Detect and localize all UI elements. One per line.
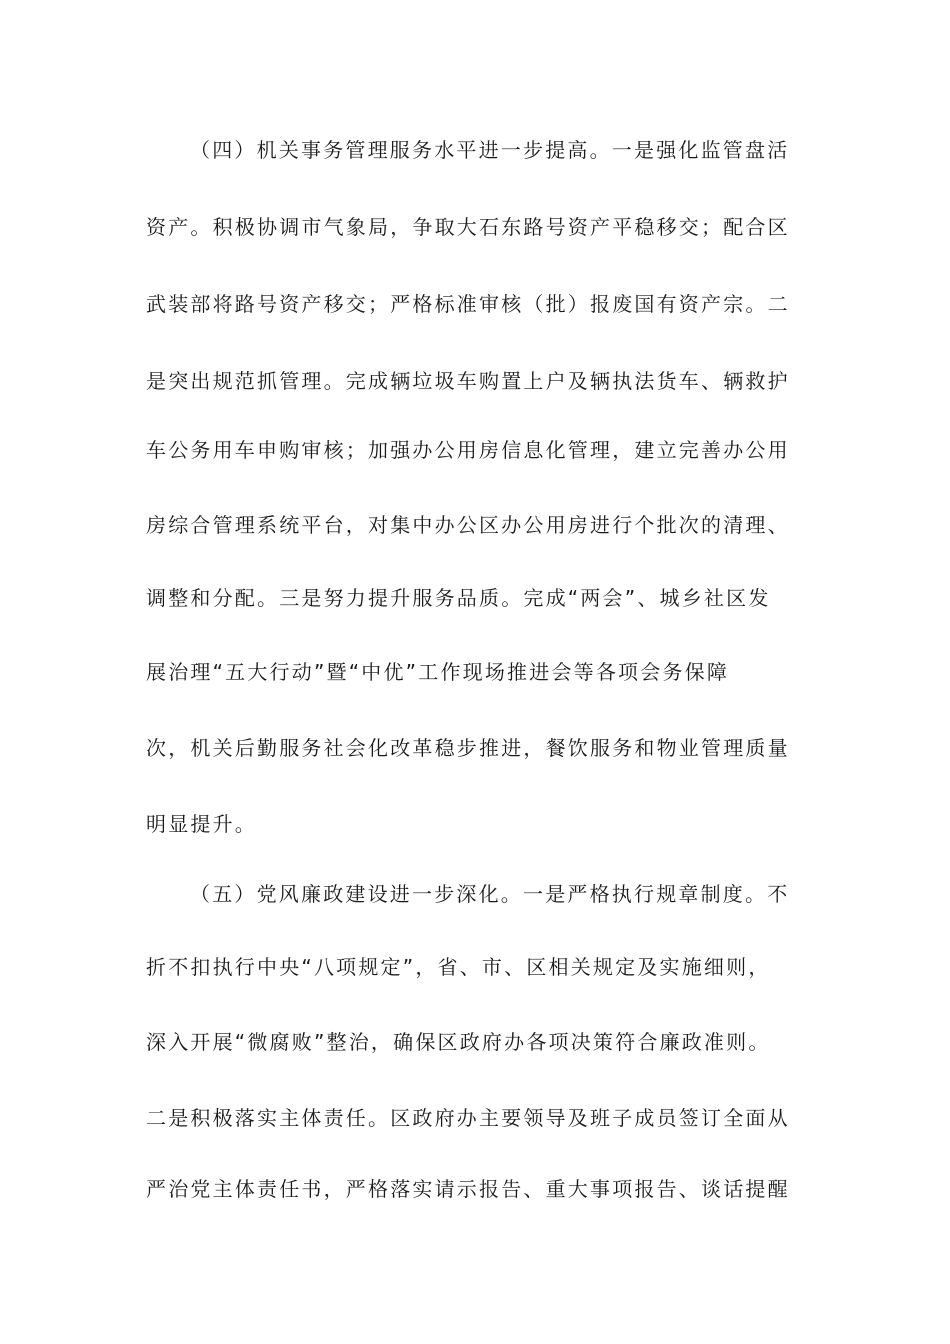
paragraph-5-line-4: 二是积极落实主体责任。区政府办主要领导及班子成员签订全面从: [146, 1106, 790, 1130]
paragraph-4-line-8: 展治理“五大行动”暨“中优”工作现场推进会等各项会务保障: [146, 660, 730, 684]
paragraph-4-line-9: 次，机关后勤服务社会化改革稳步推进，餐饮服务和物业管理质量: [146, 736, 790, 760]
paragraph-4-line-6: 房综合管理系统平台，对集中办公区办公用房进行个批次的清理、: [146, 513, 790, 537]
paragraph-4-line-10: 明显提升。: [146, 812, 257, 836]
paragraph-4-line-4: 是突出规范抓管理。完成辆垃圾车购置上户及辆执法货车、辆救护: [146, 369, 790, 393]
paragraph-4-line-3: 武装部将路号资产移交；严格标准审核（批）报废国有资产宗。二: [146, 292, 790, 316]
paragraph-5-line-3: 深入开展“微腐败”整治，确保区政府办各项决策符合廉政准则。: [146, 1030, 771, 1054]
paragraph-4-line-2: 资产。积极协调市气象局，争取大石东路号资产平稳移交；配合区: [146, 215, 790, 239]
paragraph-4-line-7: 调整和分配。三是努力提升服务品质。完成“两会”、城乡社区发: [146, 586, 771, 610]
paragraph-4-line-1: （四）机关事务管理服务水平进一步提高。一是强化监管盘活: [190, 138, 790, 162]
paragraph-5-line-2: 折不扣执行中央“八项规定”，省、市、区相关规定及实施细则，: [146, 955, 771, 979]
paragraph-4-line-5: 车公务用车申购审核；加强办公用房信息化管理，建立完善办公用: [146, 438, 790, 462]
paragraph-5-line-1: （五）党风廉政建设进一步深化。一是严格执行规章制度。不: [190, 882, 790, 906]
paragraph-5-line-5: 严治党主体责任书，严格落实请示报告、重大事项报告、谈话提醒: [146, 1177, 790, 1201]
